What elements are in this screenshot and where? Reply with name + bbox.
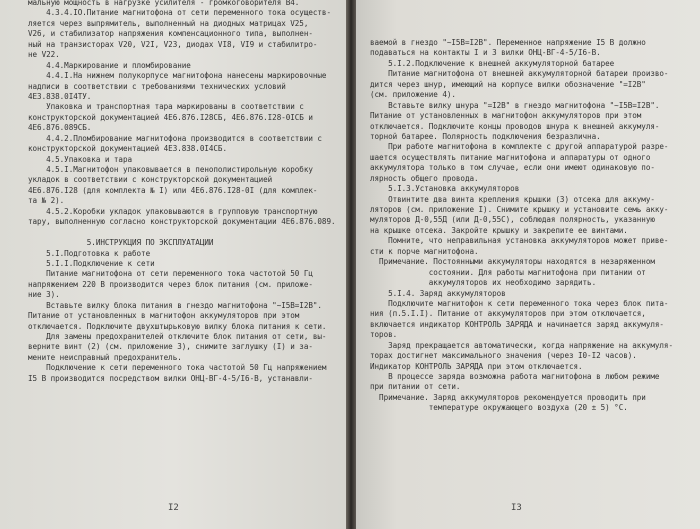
text-line: включается индикатор КОНТРОЛЬ ЗАРЯДА и начинается заряд аккумуля- bbox=[370, 319, 664, 329]
text-line: V26, и стабилизатор напряжения компенсационного типа, выполнен- bbox=[28, 29, 313, 39]
text-line: Питание магнитофона от сети переменного тока частотой 50 Гц bbox=[28, 269, 313, 279]
book-gutter bbox=[346, 0, 356, 529]
right-page-text bbox=[356, 38, 700, 414]
text-line: 5.I.Подготовка к работе bbox=[28, 248, 151, 258]
text-line: 4.5.I.Магнитофон упаковывается в пенополистирольную коробку bbox=[28, 165, 313, 174]
text-line: та № 2). bbox=[28, 196, 65, 206]
text-line: Индикатор КОНТРОЛЬ ЗАРЯДА при этом отключается. bbox=[370, 361, 583, 371]
text-line: Примечание. Заряд аккумуляторов рекомендуется проводить при bbox=[370, 392, 646, 402]
text-line: 4Е6.876.I28 (для комплекта № I) или 4Е6.876.I28-0I (для комплек- bbox=[28, 185, 318, 195]
text-line: (см. приложение 4). bbox=[370, 90, 456, 100]
text-line: ный на транзисторах V20, V2I, V23, диодах VI8, VI9 и стабилитро- bbox=[28, 39, 318, 49]
text-line: не V22. bbox=[28, 50, 60, 60]
text-line: торах достигнет максимального значения (через I0-I2 часов). bbox=[370, 351, 637, 361]
left-page bbox=[0, 0, 346, 529]
text-line: Питание от установленных в магнитофон аккумуляторов при этом bbox=[28, 311, 300, 321]
text-line: 4.4.I.На нижнем полукорпусе магнитофона нанесены маркировочные bbox=[28, 71, 327, 81]
text-line: 5.I.I.Подключение к сети bbox=[28, 258, 155, 268]
text-line: Помните, что неправильная установка аккумуляторов может приве- bbox=[370, 236, 669, 246]
text-line: Отвинтите два винта крепления крышки (3) отсека для аккуму- bbox=[370, 194, 655, 204]
text-line: торов. bbox=[370, 330, 398, 340]
text-line: 5.I.4. Заряд аккумуляторов bbox=[370, 288, 506, 298]
text-line: торной батарее. Полярность подключения безразлична. bbox=[370, 131, 601, 141]
text-line: при питании от сети. bbox=[370, 382, 461, 392]
text-line: тару, выполненную согласно конструкторской документации 4Е6.876.089. bbox=[28, 217, 336, 227]
text-line: ние 3). bbox=[28, 290, 60, 300]
text-line: сти к порче магнитофона. bbox=[370, 246, 479, 256]
text-line: верните винт (2) (см. приложение 3), снимите заглушку (I) и за- bbox=[28, 342, 313, 352]
text-line: ваемой в гнездо "~I5В=I2В". Переменное напряжение I5 В должно bbox=[370, 38, 646, 47]
text-line: лярность общего провода. bbox=[370, 173, 479, 183]
text-line bbox=[28, 228, 336, 238]
text-line: отключается. Подключите двухштырьковую вилку блока питания к сети. bbox=[28, 321, 327, 331]
text-line: конструкторской документацией 4ЕЗ.838.0I4СБ. bbox=[28, 144, 227, 154]
left-page-text bbox=[0, 0, 346, 384]
text-line: Питание магнитофона от внешней аккумуляторной батареи произво- bbox=[370, 69, 669, 79]
text-line: В процессе заряда возможна работа магнитофона в любом режиме bbox=[370, 372, 660, 381]
text-line: конструкторской документацией 4Е6.876.I28СБ, 4Е6.876.I28-0IСБ и bbox=[28, 112, 313, 122]
text-line: 4.5.Упаковка и тара bbox=[28, 154, 133, 164]
text-line: ляторов (см. приложение I). Снимите крышку и установите семь акку- bbox=[370, 205, 669, 214]
text-line: температуре окружающего воздуха (20 ± 5) °С. bbox=[370, 403, 628, 413]
left-page-number: I2 bbox=[168, 503, 179, 513]
text-line: муляторов Д-0,55Д (или Д-0,55С), соблюдая полярность, указанную bbox=[370, 215, 655, 225]
text-line: ния (п.5.I.I). Питание от аккумуляторов при этом отключается, bbox=[370, 309, 646, 319]
text-line: Вставьте вилку блока питания в гнездо магнитофона "~I5В=I2В". bbox=[28, 300, 322, 310]
right-page bbox=[356, 0, 700, 529]
text-line: надписи в соответствии с требованиями технических условий bbox=[28, 81, 286, 91]
text-line: укладок в соответствии с конструкторской документацией bbox=[28, 175, 273, 185]
right-page-number: I3 bbox=[511, 503, 522, 513]
text-line: Подключите магнитофон к сети переменного тока через блок пита- bbox=[370, 298, 669, 308]
text-line: Упаковка и транспортная тара маркированы в соответствии с bbox=[28, 102, 304, 112]
text-line: 4.3.4.IO.Питание магнитофона от сети переменного тока осуществ- bbox=[28, 8, 331, 18]
text-line: 5.I.3.Установка аккумуляторов bbox=[370, 184, 520, 194]
text-line: 5.ИНСТРУКЦИЯ ПО ЭКСПЛУАТАЦИИ bbox=[28, 238, 214, 248]
text-line: 5.I.2.Подключение к внешней аккумуляторной батарее bbox=[370, 58, 615, 68]
text-line: Примечание. Постоянными аккумуляторы находятся в незаряженном bbox=[370, 257, 655, 267]
text-line: ляется через выпрямитель, выполненный на диодных матрицах V25, bbox=[28, 18, 309, 28]
text-line: аккумулятора только в том случае, если они имеют одинаковую по- bbox=[370, 163, 655, 173]
text-line: 4ЕЗ.838.0I4ТУ. bbox=[28, 91, 92, 101]
text-line: Подключение к сети переменного тока частотой 50 Гц напряжением bbox=[28, 363, 327, 373]
text-line: отключается. Подключите концы проводов шнура к внешней аккумуля- bbox=[370, 121, 660, 131]
text-line: Питание от установленных в магнитофон аккумуляторов при этом bbox=[370, 111, 642, 121]
text-line: 4.5.2.Коробки укладок упаковываются в групповую транспортную bbox=[28, 206, 318, 216]
text-line: При работе магнитофона в комплекте с другой аппаратурой разре- bbox=[370, 142, 669, 152]
text-line: подаваться на контакты I и 3 вилки ОНЦ-ВГ-4-5/I6-В. bbox=[370, 48, 601, 58]
text-line: мальную мощность в нагрузке усилителя - громкоговорителя В4. bbox=[28, 0, 300, 7]
text-line: 4.4.2.Пломбирование магнитофона производится в соответствии с bbox=[28, 133, 322, 143]
text-line: 4.4.Маркирование и пломбирование bbox=[28, 60, 191, 70]
text-line: шается осуществлять питание магнитофона и аппаратуры от одного bbox=[370, 152, 651, 162]
text-line: Вставьте вилку шнура "=I2В" в гнездо магнитофона "~I5В=I2В". bbox=[370, 100, 660, 110]
text-line: Для замены предохранителей отключите блок питания от сети, вы- bbox=[28, 332, 327, 341]
text-line: дится через шнур, имеющий на корпусе вилки обозначение "=I2В" bbox=[370, 79, 646, 89]
text-line: напряжением 220 В производится через блок питания (см. приложе- bbox=[28, 279, 313, 289]
text-line: состоянии. Для работы магнитофона при питании от bbox=[370, 267, 646, 277]
text-line: I5 В производится посредством вилки ОНЦ-ВГ-4-5/I6-В, устанавли- bbox=[28, 373, 313, 383]
text-line: аккумуляторов их необходимо зарядить. bbox=[370, 278, 597, 288]
text-line: на крышке отсека. Закройте крышку и закрепите ее винтами. bbox=[370, 225, 628, 235]
text-line: мените неисправный предохранитель. bbox=[28, 352, 182, 362]
text-line: 4Е6.876.089СБ. bbox=[28, 123, 92, 133]
text-line: Заряд прекращается автоматически, когда напряжение на аккумуля- bbox=[370, 340, 673, 350]
